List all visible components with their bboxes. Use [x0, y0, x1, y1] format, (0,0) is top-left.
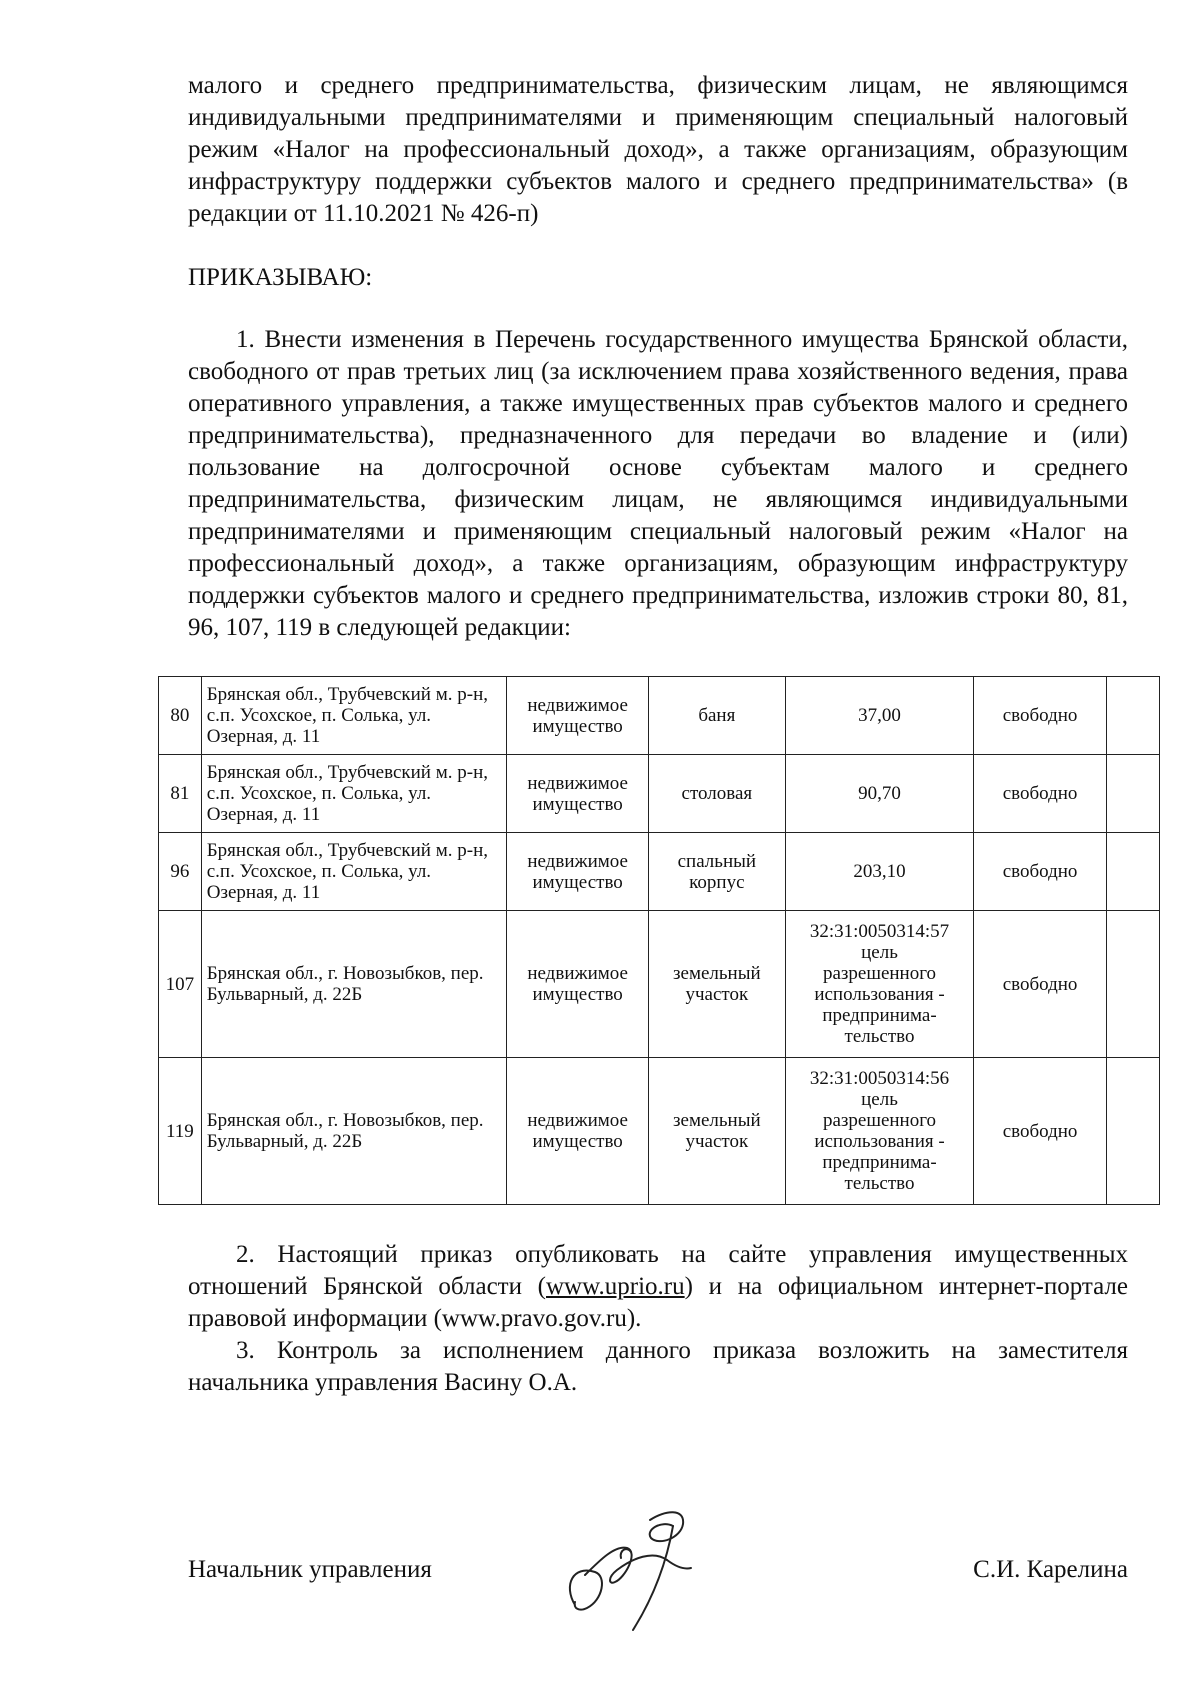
address-cell: Брянская обл., Трубчевский м. р-н, с.п. Усохское, п. Солька, ул. Озерная, д. 11 — [201, 677, 507, 755]
cell-line: земельный — [673, 1110, 761, 1131]
property-kind-cell — [507, 833, 649, 911]
intro-paragraph: малого и среднего предпринимательства, физическим лицам, не являющимся индивидуальными предпринимателями и применяющим специальный налоговый режим «Налог на профессиональный доход», а также организациям, образующим инфраструктуру поддержки субъектов малого и среднего предпринимательства» (в редакции от 11.10.2021 № 426-п) — [188, 72, 1128, 227]
address-cell: Брянская обл., г. Новозыбков, пер. Бульварный, д. 22Б — [201, 911, 507, 1058]
cell-line: цель — [861, 942, 898, 963]
property-kind-cell — [507, 755, 649, 833]
point-1-paragraph: 1. Внести изменения в Перечень государственного имущества Брянской области, свободного от прав третьих лиц (за исключением права хозяйственного ведения, права оперативного управления, а также имущественных прав субъектов малого и среднего предпринимательства), предназначенного для передачи во владение и (или) пользование на долгосрочной основе субъектам малого и среднего предпринимательства, физическим лицам, не являющимся индивидуальными предпринимателями и применяющим специальный налоговый режим «Налог на профессиональный доход», а также организациям, образующим инфраструктуру поддержки субъектов малого и среднего предпринимательства, изложив строки 80, 81, 96, 107, 119 в следующей редакции: — [188, 326, 1128, 641]
status-cell: свободно — [974, 1058, 1106, 1205]
cell-line: недвижимое — [527, 963, 628, 984]
point-2-text-before: 2. Настоящий приказ опубликовать на сайте управления имущественных отношений Брянской области ( — [188, 1241, 1128, 1300]
order-heading: ПРИКАЗЫВАЮ: — [188, 264, 373, 291]
cell-line: имущество — [532, 871, 623, 893]
property-kind-cell — [507, 677, 649, 755]
status-cell: свободно — [974, 833, 1106, 911]
cell-line: участок — [685, 1131, 749, 1152]
table-row — [159, 833, 1160, 911]
point-2-text-after: ) и на официальном интернет-портале правовой информации (www.pravo.gov.ru). — [188, 1273, 1128, 1332]
cell-line: 32:31:0050314:56 — [809, 1068, 950, 1089]
cell-line: предпринима- — [822, 1152, 937, 1173]
cell-line: цель — [861, 1089, 898, 1110]
cell-line: 37,00 — [858, 705, 901, 726]
area-or-cadastral-cell — [785, 911, 974, 1058]
object-type-cell — [649, 833, 786, 911]
cell-line: недвижимое — [527, 694, 628, 716]
cell-line: столовая — [681, 783, 753, 804]
address-cell: Брянская обл., г. Новозыбков, пер. Бульварный, д. 22Б — [201, 1058, 507, 1205]
table-row — [159, 1058, 1160, 1205]
cell-line: недвижимое — [527, 772, 628, 794]
area-or-cadastral-cell — [785, 677, 974, 755]
cell-line: имущество — [532, 793, 623, 815]
cell-line: баня — [698, 705, 736, 726]
status-cell: свободно — [974, 911, 1106, 1058]
object-type-cell — [649, 755, 786, 833]
point-2-paragraph — [188, 1239, 1128, 1335]
status-cell: свободно — [974, 677, 1106, 755]
cell-line: предпринима- — [822, 1005, 937, 1026]
cell-line: участок — [685, 984, 749, 1005]
row-number-cell: 119 — [159, 1058, 202, 1205]
area-or-cadastral-cell — [785, 1058, 974, 1205]
signature-block — [188, 1554, 1128, 1594]
object-type-cell — [649, 1058, 786, 1205]
row-number-cell: 96 — [159, 833, 202, 911]
cell-line: спальный — [677, 850, 757, 872]
property-kind-cell — [507, 1058, 649, 1205]
point-3-paragraph: 3. Контроль за исполнением данного приказа возложить на заместителя начальника управления Васину О.А. — [188, 1337, 1128, 1396]
area-or-cadastral-cell — [785, 833, 974, 911]
area-or-cadastral-cell — [785, 755, 974, 833]
cell-line: земельный — [673, 963, 761, 984]
row-number-cell: 81 — [159, 755, 202, 833]
empty-cell — [1106, 1058, 1159, 1205]
cell-line: использования - — [814, 1131, 945, 1152]
empty-cell — [1106, 755, 1159, 833]
cell-line: имущество — [532, 715, 623, 737]
table-row — [159, 911, 1160, 1058]
table-row — [159, 755, 1160, 833]
empty-cell — [1106, 677, 1159, 755]
object-type-cell — [649, 911, 786, 1058]
row-number-cell: 107 — [159, 911, 202, 1058]
property-table — [158, 676, 1160, 1205]
cell-line: использования - — [814, 984, 945, 1005]
cell-line: имущество — [532, 1131, 623, 1152]
document-page — [165, 70, 1128, 1399]
cell-line: 32:31:0050314:57 — [809, 921, 950, 942]
address-cell: Брянская обл., Трубчевский м. р-н, с.п. Усохское, п. Солька, ул. Озерная, д. 11 — [201, 833, 507, 911]
empty-cell — [1106, 833, 1159, 911]
uprio-link[interactable]: www.uprio.ru — [546, 1273, 685, 1300]
signer-name: С.И. Карелина — [973, 1556, 1128, 1583]
cell-line: тельство — [844, 1173, 915, 1194]
cell-line: разрешенного — [822, 963, 937, 984]
cell-line: разрешенного — [822, 1110, 937, 1131]
status-cell: свободно — [974, 755, 1106, 833]
cell-line: 90,70 — [858, 783, 901, 804]
property-kind-cell — [507, 911, 649, 1058]
address-cell: Брянская обл., Трубчевский м. р-н, с.п. Усохское, п. Солька, ул. Озерная, д. 11 — [201, 755, 507, 833]
row-number-cell: 80 — [159, 677, 202, 755]
cell-line: недвижимое — [527, 850, 628, 872]
object-type-cell — [649, 677, 786, 755]
cell-line: имущество — [532, 984, 623, 1005]
cell-line: корпус — [689, 871, 745, 893]
cell-line: 203,10 — [853, 861, 906, 882]
cell-line: недвижимое — [527, 1110, 628, 1131]
empty-cell — [1106, 911, 1159, 1058]
signer-title: Начальник управления — [188, 1556, 432, 1583]
table-row — [159, 677, 1160, 755]
cell-line: тельство — [844, 1026, 915, 1047]
